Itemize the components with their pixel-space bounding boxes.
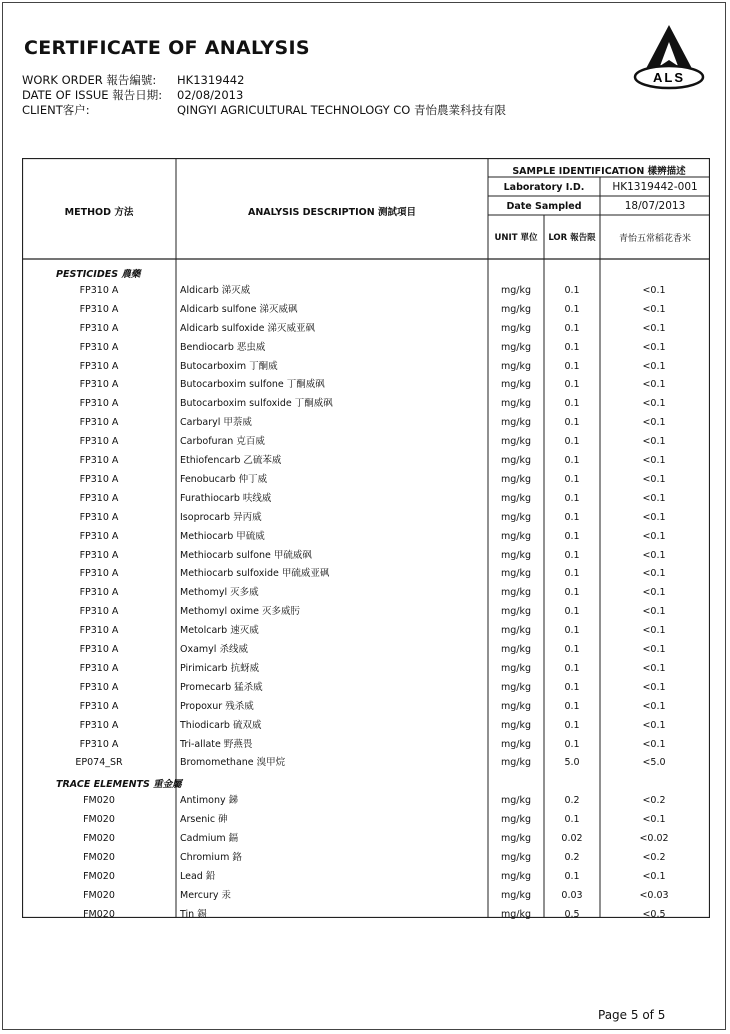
result-cell: <0.1 — [642, 568, 666, 580]
method-header: METHOD 方法 — [64, 207, 134, 218]
unit-cell: mg/kg — [500, 644, 532, 655]
analyte-cell: Tri-allate 野燕畏 — [180, 738, 253, 750]
analyte-cell: Bendiocarb 恶虫威 — [180, 341, 266, 353]
lor-cell: 0.1 — [564, 662, 580, 674]
logo-text: ALS — [653, 70, 685, 85]
unit-cell: mg/kg — [500, 530, 532, 542]
date-sampled-label: Date Sampled — [506, 201, 582, 212]
result-cell: <0.1 — [642, 681, 666, 693]
unit-cell: mg/kg — [500, 284, 532, 296]
lor-cell: 0.03 — [561, 889, 583, 901]
method-cell: FP310 A — [79, 719, 119, 731]
analyte-cell: Carbaryl 甲萘威 — [180, 417, 252, 429]
date-sampled-value: 18/07/2013 — [624, 200, 686, 212]
result-cell: <0.02 — [639, 833, 669, 844]
analyte-cell: Methiocarb 甲硫威 — [180, 530, 265, 542]
result-cell: <0.1 — [642, 662, 666, 674]
method-cell: FM020 — [83, 870, 115, 882]
unit-cell: mg/kg — [500, 681, 532, 693]
result-cell: <0.1 — [642, 700, 666, 712]
lor-cell: 0.1 — [564, 284, 580, 296]
result-cell: <5.0 — [642, 757, 666, 769]
laboratory-id-label: Laboratory I.D. — [503, 182, 585, 193]
result-cell: <0.1 — [642, 455, 666, 466]
unit-cell: mg/kg — [500, 833, 532, 844]
method-cell: FM020 — [83, 814, 115, 826]
unit-cell: mg/kg — [500, 889, 532, 901]
method-cell: FP310 A — [79, 662, 119, 674]
method-cell: FP310 A — [79, 625, 119, 637]
page-number: Page 5 of 5 — [598, 1008, 666, 1022]
unit-cell: mg/kg — [500, 719, 532, 731]
client-row — [22, 103, 506, 118]
analyte-cell: Oxamyl 杀线威 — [180, 644, 248, 655]
lor-cell: 0.1 — [564, 530, 580, 542]
unit-cell: mg/kg — [500, 814, 532, 826]
header-info — [22, 73, 506, 118]
unit-cell: mg/kg — [500, 908, 532, 920]
method-cell: FM020 — [83, 889, 115, 901]
lor-cell: 0.1 — [564, 568, 580, 580]
analyte-cell: Lead 鉛 — [180, 870, 216, 882]
lor-cell: 0.1 — [564, 398, 580, 410]
result-cell: <0.1 — [642, 644, 666, 655]
result-cell: <0.1 — [642, 606, 666, 618]
lor-cell: 0.1 — [564, 473, 580, 485]
analyte-cell: Butocarboxim sulfone 丁酮威砜 — [180, 379, 325, 391]
method-cell: FP310 A — [79, 568, 119, 580]
result-cell: <0.1 — [642, 530, 666, 542]
analyte-cell: Furathiocarb 呋线威 — [180, 492, 272, 504]
section-heading: TRACE ELEMENTS 重金屬 — [56, 779, 182, 791]
method-cell: FP310 A — [79, 322, 119, 334]
unit-cell: mg/kg — [500, 360, 532, 372]
method-cell: FM020 — [83, 908, 115, 920]
result-cell: <0.1 — [642, 379, 666, 391]
lor-header: LOR 報告限 — [548, 233, 596, 243]
analyte-cell: Antimony 銻 — [180, 795, 239, 807]
analyte-cell: Aldicarb sulfone 涕灭威砜 — [180, 303, 298, 315]
unit-cell: mg/kg — [500, 379, 532, 391]
section-heading: PESTICIDES 農藥 — [56, 269, 141, 280]
unit-cell: mg/kg — [500, 341, 532, 353]
result-cell: <0.1 — [642, 303, 666, 315]
unit-cell: mg/kg — [500, 473, 532, 485]
unit-cell: mg/kg — [500, 757, 532, 769]
unit-cell: mg/kg — [500, 303, 532, 315]
lor-cell: 0.1 — [564, 360, 580, 372]
analyte-cell: Metolcarb 速灭威 — [180, 625, 259, 637]
result-cell: <0.1 — [642, 587, 666, 599]
analyte-cell: Chromium 鉻 — [180, 851, 242, 863]
analyte-cell: Ethiofencarb 乙硫苯威 — [180, 455, 282, 466]
analyte-cell: Butocarboxim 丁酮威 — [180, 360, 278, 372]
analyte-cell: Mercury 汞 — [180, 889, 232, 901]
method-cell: FP310 A — [79, 530, 119, 542]
method-cell: FP310 A — [79, 606, 119, 618]
unit-cell: mg/kg — [500, 436, 532, 448]
analyte-cell: Fenobucarb 仲丁威 — [180, 473, 268, 485]
analyte-cell: Methomyl oxime 灭多威肟 — [180, 606, 301, 618]
unit-cell: mg/kg — [500, 870, 532, 882]
lor-cell: 0.1 — [564, 322, 580, 334]
date-of-issue-label: DATE OF ISSUE 報告日期: — [22, 88, 163, 102]
analyte-cell: Butocarboxim sulfoxide 丁酮威砜 — [180, 398, 333, 410]
unit-cell: mg/kg — [500, 606, 532, 618]
unit-cell: mg/kg — [500, 662, 532, 674]
lor-cell: 0.1 — [564, 606, 580, 618]
result-cell: <0.1 — [642, 738, 666, 750]
lor-cell: 5.0 — [564, 757, 580, 769]
method-cell: FP310 A — [79, 303, 119, 315]
result-cell: <0.1 — [642, 417, 666, 429]
sample-name: 青怡五常稻花香米 — [618, 234, 691, 244]
result-cell: <0.2 — [642, 795, 666, 807]
unit-header: UNIT 單位 — [494, 233, 538, 243]
lor-cell: 0.1 — [564, 681, 580, 693]
lor-cell: 0.1 — [564, 870, 580, 882]
method-cell: FM020 — [83, 833, 115, 844]
unit-cell: mg/kg — [500, 795, 532, 807]
result-cell: <0.03 — [639, 889, 669, 901]
unit-cell: mg/kg — [500, 851, 532, 863]
result-cell: <0.1 — [642, 549, 666, 561]
method-cell: FP310 A — [79, 436, 119, 448]
method-cell: FP310 A — [79, 455, 119, 466]
analyte-cell: Arsenic 砷 — [180, 814, 228, 826]
result-cell: <0.1 — [642, 322, 666, 334]
analyte-cell: Pirimicarb 抗蚜威 — [180, 662, 260, 674]
method-cell: FP310 A — [79, 341, 119, 353]
analyte-cell: Aldicarb 涕灭威 — [180, 284, 251, 296]
als-logo — [632, 22, 706, 92]
lor-cell: 0.1 — [564, 341, 580, 353]
lor-cell: 0.1 — [564, 417, 580, 429]
lor-cell: 0.1 — [564, 625, 580, 637]
result-cell: <0.1 — [642, 436, 666, 448]
method-cell: FP310 A — [79, 681, 119, 693]
result-cell: <0.5 — [642, 908, 666, 920]
lor-cell: 0.2 — [564, 851, 580, 863]
method-cell: FP310 A — [79, 738, 119, 750]
result-cell: <0.2 — [642, 851, 666, 863]
lor-cell: 0.1 — [564, 549, 580, 561]
lor-cell: 0.5 — [564, 908, 580, 920]
method-cell: FM020 — [83, 795, 115, 807]
result-cell: <0.1 — [642, 625, 666, 637]
result-cell: <0.1 — [642, 492, 666, 504]
method-cell: FP310 A — [79, 492, 119, 504]
lor-cell: 0.1 — [564, 738, 580, 750]
method-cell: FP310 A — [79, 360, 119, 372]
work-order-value: HK1319442 — [177, 73, 245, 87]
result-cell: <0.1 — [642, 360, 666, 372]
unit-cell: mg/kg — [500, 738, 532, 750]
unit-cell: mg/kg — [500, 322, 532, 334]
lor-cell: 0.1 — [564, 436, 580, 448]
method-cell: FP310 A — [79, 417, 119, 429]
analyte-cell: Propoxur 残杀威 — [180, 700, 254, 712]
analyte-cell: Methiocarb sulfone 甲硫威砜 — [180, 549, 312, 561]
unit-cell: mg/kg — [500, 587, 532, 599]
lor-cell: 0.02 — [561, 833, 583, 844]
method-cell: FP310 A — [79, 587, 119, 599]
lor-cell: 0.1 — [564, 644, 580, 655]
method-cell: FP310 A — [79, 473, 119, 485]
analysis-description-header: ANALYSIS DESCRIPTION 测試項目 — [248, 207, 416, 218]
method-cell: FP310 A — [79, 284, 119, 296]
analyte-cell: Cadmium 鎘 — [180, 833, 239, 844]
unit-cell: mg/kg — [500, 455, 532, 466]
laboratory-id-value: HK1319442-001 — [612, 181, 698, 193]
analyte-cell: Isoprocarb 异丙威 — [180, 511, 262, 523]
result-cell: <0.1 — [642, 341, 666, 353]
result-cell: <0.1 — [642, 870, 666, 882]
lor-cell: 0.1 — [564, 719, 580, 731]
analyte-cell: Bromomethane 溴甲烷 — [180, 757, 286, 769]
unit-cell: mg/kg — [500, 417, 532, 429]
unit-cell: mg/kg — [500, 625, 532, 637]
lor-cell: 0.2 — [564, 795, 580, 807]
result-cell: <0.1 — [642, 814, 666, 826]
method-cell: FP310 A — [79, 398, 119, 410]
method-cell: EP074_SR — [75, 757, 123, 769]
unit-cell: mg/kg — [500, 492, 532, 504]
result-cell: <0.1 — [642, 511, 666, 523]
method-cell: FP310 A — [79, 379, 119, 391]
date-of-issue-value: 02/08/2013 — [177, 88, 244, 102]
analyte-cell: Methomyl 灭多威 — [180, 587, 259, 599]
lor-cell: 0.1 — [564, 303, 580, 315]
analyte-cell: Tin 錫 — [180, 908, 207, 920]
lor-cell: 0.1 — [564, 379, 580, 391]
work-order-label: WORK ORDER 報告編號: — [22, 73, 157, 87]
method-cell: FP310 A — [79, 549, 119, 561]
unit-cell: mg/kg — [500, 700, 532, 712]
analyte-cell: Thiodicarb 硫双威 — [180, 719, 262, 731]
analyte-cell: Methiocarb sulfoxide 甲硫威亚砜 — [180, 568, 330, 580]
method-cell: FP310 A — [79, 511, 119, 523]
work-order-row — [22, 73, 506, 88]
lor-cell: 0.1 — [564, 700, 580, 712]
lor-cell: 0.1 — [564, 492, 580, 504]
unit-cell: mg/kg — [500, 398, 532, 410]
result-cell: <0.1 — [642, 719, 666, 731]
unit-cell: mg/kg — [500, 511, 532, 523]
result-cell: <0.1 — [642, 398, 666, 410]
method-cell: FP310 A — [79, 644, 119, 655]
document-title: CERTIFICATE OF ANALYSIS — [24, 37, 310, 59]
unit-cell: mg/kg — [500, 568, 532, 580]
unit-cell: mg/kg — [500, 549, 532, 561]
date-of-issue-row — [22, 88, 506, 103]
analyte-cell: Promecarb 猛杀威 — [180, 681, 263, 693]
lor-cell: 0.1 — [564, 814, 580, 826]
lor-cell: 0.1 — [564, 455, 580, 466]
method-cell: FP310 A — [79, 700, 119, 712]
method-cell: FM020 — [83, 851, 115, 863]
lor-cell: 0.1 — [564, 587, 580, 599]
result-cell: <0.1 — [642, 473, 666, 485]
result-cell: <0.1 — [642, 284, 666, 296]
sample-identification-header: SAMPLE IDENTIFICATION 樣辨描述 — [512, 166, 686, 177]
client-value: QINGYI AGRICULTURAL TECHNOLOGY CO 青怡農業科技有限 — [177, 103, 507, 117]
client-label: CLIENT客户: — [22, 103, 90, 117]
analyte-cell: Aldicarb sulfoxide 涕灭威亚砜 — [180, 322, 315, 334]
lor-cell: 0.1 — [564, 511, 580, 523]
analyte-cell: Carbofuran 克百威 — [180, 436, 265, 448]
analysis-table — [22, 158, 710, 918]
